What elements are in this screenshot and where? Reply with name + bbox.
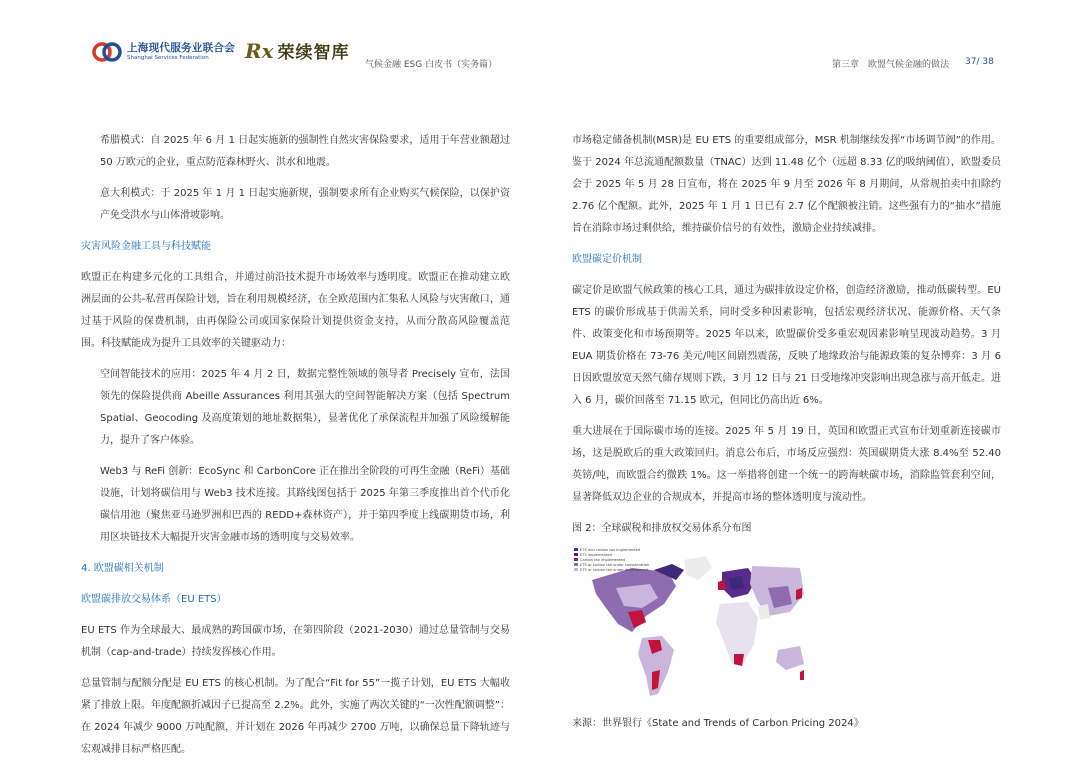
brand-logo xyxy=(245,38,350,63)
paragraph-msr: 市场稳定储备机制(MSR)是 EU ETS 的重要组成部分，MSR 机制继续发挥“市场调节阀”的作用。鉴于 2024 年总流通配额数量（TNAC）达到 11.48 亿个（远超 8.33 亿的吸纳阈值），欧盟委员会于 2025 年 5 月 28 日宣布，将在 2025 年 9 月至 2026 年 8 月期间，从常规拍卖中扣除约 2.76 亿个配额。此外，2025 年 1 月 1 日已有 2.7 亿个配额被注销。这些强有力的“抽水”措施旨在消除市场过剩供给，维持碳价信号的有效性，激励企业持续减排。 xyxy=(572,135,1001,234)
world-carbon-pricing-map xyxy=(572,546,806,704)
org-name-en: Shanghai Services Federation xyxy=(127,55,209,61)
legend-item-consider: ETS or carbon tax under consideration xyxy=(574,563,649,568)
brand-mark: Rx xyxy=(245,38,274,63)
figure-caption: 图 2：全球碳税和排放权交易体系分布图 xyxy=(572,523,752,534)
left-column xyxy=(81,130,510,761)
document-title: 气候金融 ESG 白皮书（实务篇） xyxy=(365,60,498,70)
paragraph-web3-refi: Web3 与 ReFi 创新：EcoSync 和 CarbonCore 正在推出全阶段的可再生金融（ReFi）基础设施，计划将碳信用与 Web3 技术连接。其路线图包括于 2025 年第三季度推出首个代币化碳信用池（聚焦亚马逊罗洲和巴西的 REDD+森林资产），并于第四季度上线碳期货市场，利用区块链技术大幅提升灾害金融市场的透明度与交易效率。 xyxy=(100,466,510,543)
paragraph-carbon-pricing: 碳定价是欧盟气候政策的核心工具，通过为碳排放设定价格，创造经济激励，推动低碳转型。EU ETS 的碳价形成基于供需关系，同时受多种因素影响，包括宏观经济状况、能源价格、天气条件、政策变化和市场预期等。2025 年以来，欧盟碳价受多重宏观因素影响呈现波动趋势。3 月 EUA 期货价格在 73-76 美元/吨区间剧烈震荡，反映了地缘政治与能源政策的复杂博弈：3 月 6 日因欧盟放宽天然气储存规则下跌，3 月 12 日与 21 日受地缘冲突影响出现急涨与高开低走。进入 6 月，碳价回落至 71.15 欧元，但同比仍高出近 6%。 xyxy=(572,285,1001,406)
ssf-logo-icon xyxy=(92,40,122,64)
legend-item-ets-and-tax: ETS and carbon tax implemented xyxy=(574,548,649,553)
page-header xyxy=(0,0,1080,80)
legend-item-tax: Carbon tax implemented xyxy=(574,558,649,563)
paragraph-spatial-intelligence: 空间智能技术的应用：2025 年 4 月 2 日，数据完整性领域的领导者 Precisely 宣布，法国领先的保险提供商 Abeille Assurances 利用其强大的空间智能解决方案（包括 Spectrum Spatial、Geocoding 及高度策划的地址数据集），显著优化了承保流程并加强了风险缓解能力，提升了客户体验。 xyxy=(100,369,510,446)
paragraph-tools: 欧盟正在构建多元化的工具组合，并通过前沿技术提升市场效率与透明度。欧盟正在推动建立欧洲层面的公共-私营再保险计划，旨在利用规模经济，在全欧范围内汇集私人风险与灾害敞口，通过基于风险的保费机制，由再保险公司或国家保险计划提供资金支持，从而分散高风险覆盖范围。科技赋能成为提升工具效率的关键驱动力： xyxy=(81,272,510,349)
paragraph-eu-ets-intro: EU ETS 作为全球最大、最成熟的跨国碳市场，在第四阶段（2021-2030）通过总量管制与交易机制（cap-and-trade）持续发挥核心作用。 xyxy=(81,625,510,658)
section-heading-eu-ets: 欧盟碳排放交易体系（EU ETS） xyxy=(81,594,227,605)
page-number: 37/ 38 xyxy=(965,57,994,67)
chapter-title: 第三章 欧盟气候金融的做法 xyxy=(832,60,950,70)
section-heading-carbon-pricing: 欧盟碳定价机制 xyxy=(572,254,642,265)
figure-source: 来源：世界银行《State and Trends of Carbon Pricing 2024》 xyxy=(572,718,864,729)
section-heading-carbon-mechanisms: 4. 欧盟碳相关机制 xyxy=(81,563,164,574)
paragraph-italy: 意大利模式：于 2025 年 1 月 1 日起实施新规，强制要求所有企业购买气候保险，以保护资产免受洪水与山体滑坡影响。 xyxy=(100,188,510,221)
ssf-logo xyxy=(92,40,235,64)
legend-item-development: ETS or carbon tax under development xyxy=(574,568,649,573)
right-column xyxy=(572,130,1001,735)
legend-item-ets: ETS implemented xyxy=(574,553,649,558)
brand-name: 荣续智库 xyxy=(277,43,350,63)
paragraph-market-linking: 重大进展在于国际碳市场的连接。2025 年 5 月 19 日，英国和欧盟正式宣布计划重新连接碳市场，这是脱欧后的重大政策回归。消息公布后，市场反应强烈：英国碳期货大涨 8.4%至 52.40 英镑/吨，而欧盟合约微跌 1%。这一举措将创建一个统一的跨海峡碳市场，消除监管套利空间，显著降低双边企业的合规成本，并提高市场的整体透明度与流动性。 xyxy=(572,426,1001,503)
section-heading-disaster-finance: 灾害风险金融工具与科技赋能 xyxy=(81,241,211,252)
paragraph-cap-allocation: 总量管制与配额分配是 EU ETS 的核心机制。为了配合“Fit for 55”一揽子计划，EU ETS 大幅收紧了排放上限。年度配额折减因子已提高至 2.2%。此外，实施了两次关键的“一次性配额调整”：在 2024 年减少 9000 万吨配额，并计划在 2026 年再减少 2700 万吨，以确保总量下降轨迹与宏观减排目标严格匹配。 xyxy=(81,678,510,755)
paragraph-greece: 希腊模式：自 2025 年 6 月 1 日起实施新的强制性自然灾害保险要求，适用于年营业额超过 50 万欧元的企业，重点防范森林野火、洪水和地震。 xyxy=(100,135,510,168)
map-legend xyxy=(574,548,649,573)
org-name-cn: 上海现代服务业联合会 xyxy=(127,42,235,54)
